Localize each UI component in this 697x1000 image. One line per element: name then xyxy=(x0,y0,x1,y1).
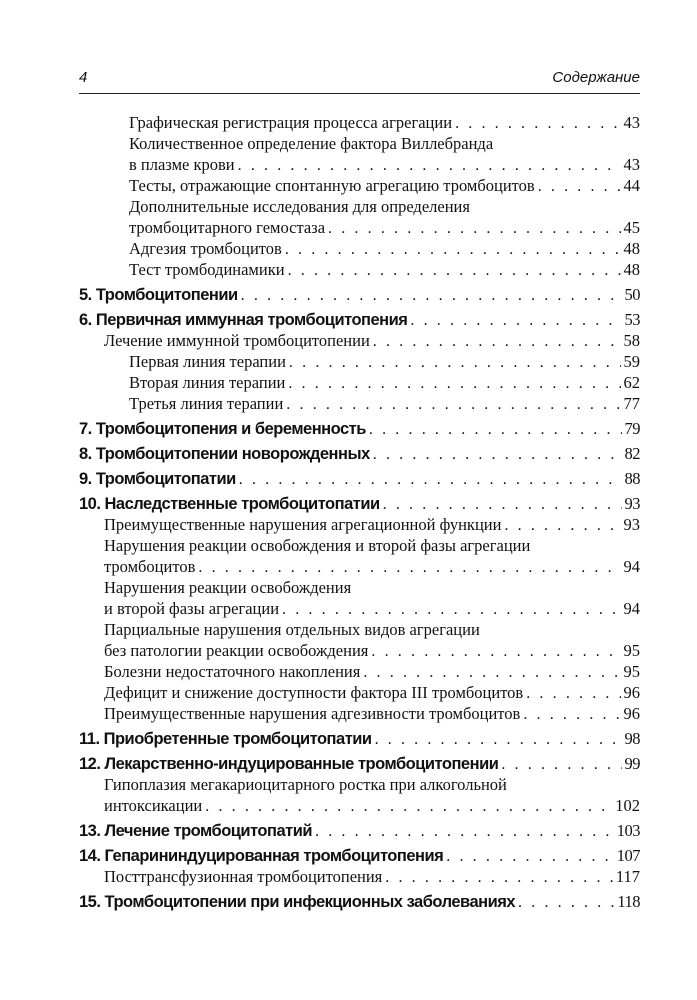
toc-page-number: 44 xyxy=(623,176,640,195)
toc-entry-title: Тесты, отражающие спонтанную агрегацию тромбоцитов xyxy=(129,176,535,195)
toc-entry xyxy=(79,703,640,724)
dot-leader xyxy=(518,892,614,913)
toc-page-number: 93 xyxy=(624,494,640,513)
toc-page-number: 95 xyxy=(623,662,640,681)
toc-entry-title: 7. Тромбоцитопения и беременность xyxy=(79,420,366,438)
toc-entry xyxy=(79,351,640,372)
dot-leader xyxy=(371,641,620,662)
toc-entry xyxy=(79,774,640,816)
toc-entry-title: Нарушения реакции освобождения и второй фазы агрегации xyxy=(104,536,531,555)
dot-leader xyxy=(455,113,620,134)
toc-page-number: 94 xyxy=(623,557,640,576)
dot-leader xyxy=(282,599,620,620)
toc-entry-title: 9. Тромбоцитопатии xyxy=(79,470,236,488)
toc-page-number: 58 xyxy=(623,331,640,350)
dot-leader xyxy=(286,394,620,415)
toc-entry-title: Тест тромбодинамики xyxy=(129,260,285,279)
dot-leader xyxy=(198,557,620,578)
toc-page-number: 117 xyxy=(615,867,640,886)
toc-chapter-entry xyxy=(79,309,640,330)
toc-entry xyxy=(79,196,640,238)
toc-page-number: 45 xyxy=(623,218,640,237)
toc-entry xyxy=(79,259,640,280)
toc-page-number: 43 xyxy=(623,113,640,132)
toc-entry-title: Адгезия тромбоцитов xyxy=(129,239,282,258)
toc-entry-title-continuation: в плазме крови xyxy=(129,155,235,174)
toc-entry xyxy=(79,577,640,619)
toc-page-number: 48 xyxy=(623,239,640,258)
toc-entry-title: 14. Гепарининдуцированная тромбоцитопения xyxy=(79,847,444,865)
toc-entry-title: Третья линия терапии xyxy=(129,394,284,413)
dot-leader xyxy=(410,310,621,331)
toc-entry xyxy=(79,112,640,133)
dot-leader xyxy=(363,662,620,683)
toc-entry-title-continuation: интоксикации xyxy=(104,796,203,815)
dot-leader xyxy=(288,373,620,394)
toc-entry-title: Графическая регистрация процесса агрегации xyxy=(129,113,453,132)
toc-entry xyxy=(79,661,640,682)
toc-page-number: 118 xyxy=(617,892,640,911)
header-rule xyxy=(79,93,640,94)
running-header xyxy=(79,69,640,91)
toc-chapter-entry xyxy=(79,493,640,514)
toc-entry-title: Нарушения реакции освобождения xyxy=(104,578,352,597)
dot-leader xyxy=(241,285,622,306)
toc-entry xyxy=(79,133,640,175)
toc-entry xyxy=(79,238,640,259)
table-of-contents xyxy=(79,112,640,912)
toc-chapter-entry xyxy=(79,845,640,866)
toc-entry xyxy=(79,393,640,414)
toc-page-number: 107 xyxy=(616,846,640,865)
page-number: 4 xyxy=(79,69,88,86)
dot-leader xyxy=(205,796,612,817)
toc-chapter-entry xyxy=(79,443,640,464)
dot-leader xyxy=(288,260,621,281)
toc-entry-title: Дополнительные исследования для определения xyxy=(129,197,470,216)
toc-entry-title: 5. Тромбоцитопении xyxy=(79,286,238,304)
toc-entry-title: 11. Приобретенные тромбоцитопатии xyxy=(79,730,372,748)
toc-entry-title: Вторая линия терапии xyxy=(129,373,286,392)
toc-page-number: 88 xyxy=(624,469,640,488)
toc-page-number: 79 xyxy=(624,419,640,438)
dot-leader xyxy=(523,704,620,725)
dot-leader xyxy=(285,239,621,260)
toc-entry xyxy=(79,372,640,393)
running-title: Содержание xyxy=(552,69,640,86)
dot-leader xyxy=(373,444,622,465)
toc-entry-title: 8. Тромбоцитопении новорожденных xyxy=(79,445,370,463)
toc-page-number: 50 xyxy=(624,285,640,304)
toc-page-number: 95 xyxy=(623,641,640,660)
toc-entry-title: Первая линия терапии xyxy=(129,352,286,371)
dot-leader xyxy=(538,176,621,197)
toc-entry-title: Лечение иммунной тромбоцитопении xyxy=(104,331,370,350)
toc-page-number: 103 xyxy=(616,821,640,840)
toc-page-number: 99 xyxy=(624,754,640,773)
toc-chapter-entry xyxy=(79,284,640,305)
toc-entry-title: Преимущественные нарушения адгезивности тромбоцитов xyxy=(104,704,521,723)
toc-page-number: 77 xyxy=(623,394,640,413)
dot-leader xyxy=(289,352,621,373)
dot-leader xyxy=(504,515,620,536)
toc-entry-title: Посттрансфузионная тромбоцитопения xyxy=(104,867,383,886)
dot-leader xyxy=(373,331,621,352)
toc-page-number: 53 xyxy=(624,310,640,329)
toc-entry xyxy=(79,535,640,577)
toc-page-number: 98 xyxy=(624,729,640,748)
toc-entry-title-continuation: тромбоцитарного гемостаза xyxy=(129,218,326,237)
toc-page-number: 59 xyxy=(623,352,640,371)
toc-entry-title: Преимущественные нарушения агрегационной функции xyxy=(104,515,502,534)
toc-page-number: 96 xyxy=(623,704,640,723)
dot-leader xyxy=(501,754,621,775)
toc-entry-title: Парциальные нарушения отдельных видов агрегации xyxy=(104,620,480,639)
toc-entry xyxy=(79,682,640,703)
toc-chapter-entry xyxy=(79,418,640,439)
toc-page-number: 43 xyxy=(623,155,640,174)
toc-entry xyxy=(79,175,640,196)
dot-leader xyxy=(328,218,620,239)
toc-entry-title: Гипоплазия мегакариоцитарного ростка при алкогольной xyxy=(104,775,507,794)
toc-page-number: 48 xyxy=(623,260,640,279)
toc-page-number: 93 xyxy=(623,515,640,534)
toc-page-number: 96 xyxy=(623,683,640,702)
toc-entry-title: 13. Лечение тромбоцитопатий xyxy=(79,822,313,840)
dot-leader xyxy=(446,846,613,867)
dot-leader xyxy=(526,683,620,704)
toc-page-number: 94 xyxy=(623,599,640,618)
toc-entry-title: Количественное определение фактора Виллебранда xyxy=(129,134,494,153)
toc-page-number: 62 xyxy=(623,373,640,392)
toc-entry-title: 10. Наследственные тромбоцитопатии xyxy=(79,495,380,513)
toc-entry-title-continuation: без патологии реакции освобождения xyxy=(104,641,369,660)
dot-leader xyxy=(239,469,622,490)
toc-chapter-entry xyxy=(79,820,640,841)
toc-entry xyxy=(79,330,640,351)
dot-leader xyxy=(385,867,613,888)
toc-chapter-entry xyxy=(79,468,640,489)
toc-entry-title: Дефицит и снижение доступности фактора III тромбоцитов xyxy=(104,683,524,702)
toc-chapter-entry xyxy=(79,728,640,749)
dot-leader xyxy=(383,494,622,515)
toc-entry-title: 15. Тромбоцитопении при инфекционных заболеваниях xyxy=(79,893,516,911)
toc-entry-title: Болезни недостаточного накопления xyxy=(104,662,361,681)
toc-page-number: 102 xyxy=(615,796,640,815)
toc-entry-title: 12. Лекарственно-индуцированные тромбоцитопении xyxy=(79,755,499,773)
dot-leader xyxy=(238,155,621,176)
toc-entry-title: 6. Первичная иммунная тромбоцитопения xyxy=(79,311,408,329)
toc-entry-title-continuation: тромбоцитов xyxy=(104,557,196,576)
toc-entry xyxy=(79,619,640,661)
dot-leader xyxy=(315,821,614,842)
toc-chapter-entry xyxy=(79,891,640,912)
dot-leader xyxy=(375,729,622,750)
toc-entry xyxy=(79,514,640,535)
dot-leader xyxy=(369,419,622,440)
toc-chapter-entry xyxy=(79,753,640,774)
toc-entry-title-continuation: и второй фазы агрегации xyxy=(104,599,280,618)
toc-entry xyxy=(79,866,640,887)
toc-page-number: 82 xyxy=(624,444,640,463)
